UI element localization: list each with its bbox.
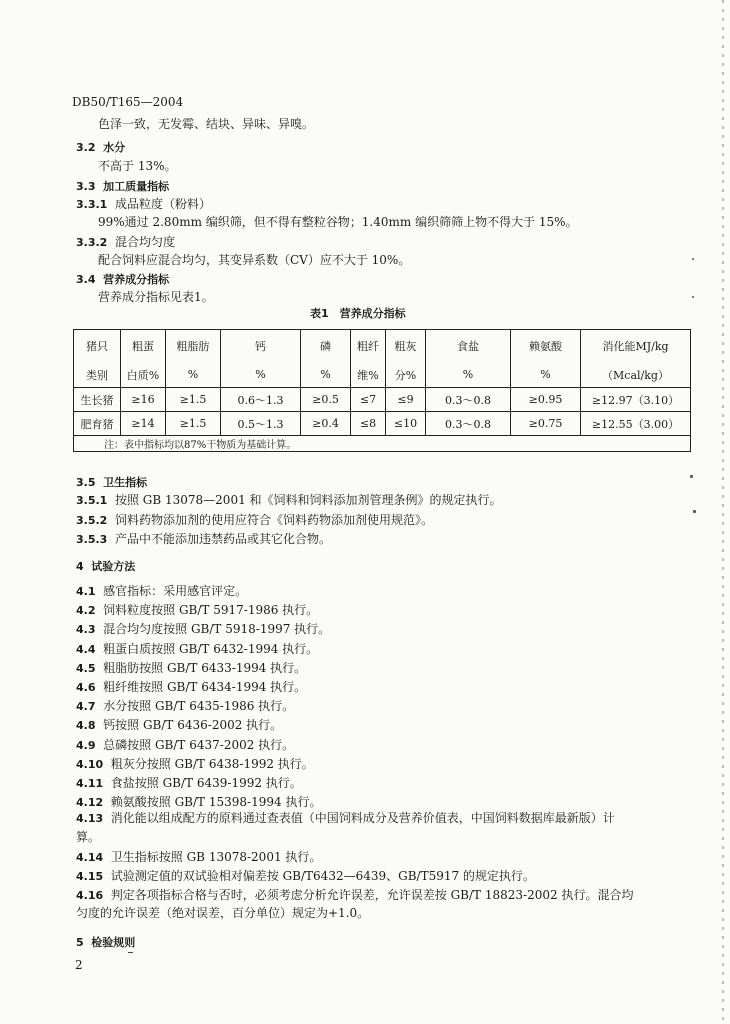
scan-speck xyxy=(690,475,693,478)
section-4-15: 4.15 试验测定值的双试验相对偏差按 GB/T6432—6439、GB/T5917 的规定执行。 xyxy=(76,869,535,883)
section-4-13-cont: 算。 xyxy=(76,830,101,844)
test-method-text: 粗灰分按照 GB/T 6438-1992 执行。 xyxy=(110,757,314,771)
table-header-cell: 粗脂肪 xyxy=(166,330,221,363)
test-method-number: 4.10 xyxy=(76,758,104,771)
table-cell: 0.3～0.8 xyxy=(426,412,511,436)
section-4-13: 4.13 消化能以组成配方的原料通过查表值（中国饲料成分及营养价值表，中国饲料数据库最新版）计 xyxy=(76,811,615,825)
test-method-text: 赖氨酸按照 GB/T 15398-1994 执行。 xyxy=(110,795,322,809)
table-row xyxy=(74,412,691,436)
test-method-number: 4.6 xyxy=(76,681,96,694)
test-method-number: 4.5 xyxy=(76,662,96,675)
table-cell: ≥0.4 xyxy=(301,412,351,436)
table-cell: ≥16 xyxy=(121,388,166,412)
document-code: DB50/T165—2004 xyxy=(72,95,184,109)
scan-edge xyxy=(722,0,724,1024)
section-3-3-2-text: 配合饲料应混合均匀，其变异系数（CV）应不大于 10%。 xyxy=(98,253,411,267)
section-3-3-heading: 3.3 加工质量指标 xyxy=(76,180,170,193)
section-3-5-3: 3.5.3 产品中不能添加违禁药品或其它化合物。 xyxy=(76,532,331,546)
test-method-text: 饲料粒度按照 GB/T 5917-1986 执行。 xyxy=(103,603,319,617)
test-method-number: 4.8 xyxy=(76,719,96,732)
test-method-number: 4.2 xyxy=(76,604,96,617)
table-header-cell: 白质% xyxy=(121,362,166,388)
scan-speck xyxy=(692,258,694,260)
test-method-number: 4.9 xyxy=(76,739,96,752)
table-cell: ≥14 xyxy=(121,412,166,436)
test-method-number: 4.1 xyxy=(76,585,96,598)
table-cell: ≤8 xyxy=(351,412,386,436)
test-method-item xyxy=(76,794,321,811)
section-4-16: 4.16 判定各项指标合格与否时，必须考虑分析允许误差，允许误差按 GB/T 18823-2002 执行。混合均 xyxy=(76,888,634,902)
table-cell: ≥12.55（3.00） xyxy=(581,412,691,436)
section-3-4-heading: 3.4 营养成分指标 xyxy=(76,273,170,286)
test-method-item xyxy=(76,679,306,696)
table-cell: ≤7 xyxy=(351,388,386,412)
test-method-item xyxy=(76,602,318,619)
test-method-text: 感官指标：采用感官评定。 xyxy=(103,584,248,598)
table-cell: ≥0.5 xyxy=(301,388,351,412)
section-4-14: 4.14 卫生指标按照 GB 13078-2001 执行。 xyxy=(76,850,322,864)
section-3-3-2-heading: 3.3.2 混合均匀度 xyxy=(76,235,175,249)
section-3-3-1-heading: 3.3.1 成品粒度（粉料） xyxy=(76,197,211,211)
table-header-cell: 维% xyxy=(351,362,386,388)
test-method-number: 4.11 xyxy=(76,777,104,790)
test-method-item xyxy=(76,660,306,677)
table-header-cell: % xyxy=(511,362,581,388)
section-3-5-2: 3.5.2 饲料药物添加剂的使用应符合《饲料药物添加剂使用规范》。 xyxy=(76,513,433,527)
test-method-item xyxy=(76,698,294,715)
table-header-cell: % xyxy=(221,362,301,388)
scan-mark xyxy=(128,952,133,953)
table-cell: 0.6～1.3 xyxy=(221,388,301,412)
test-method-text: 钙按照 GB/T 6436-2002 执行。 xyxy=(103,718,283,732)
table-cell: ≥1.5 xyxy=(166,412,221,436)
section-3-5-heading: 3.5 卫生指标 xyxy=(76,476,148,489)
scan-speck xyxy=(693,510,696,513)
test-method-item xyxy=(76,583,247,600)
page-number: 2 xyxy=(75,958,83,972)
test-method-number: 4.4 xyxy=(76,643,96,656)
table-header-cell: （Mcal/kg） xyxy=(581,362,691,388)
table-cell: 0.5～1.3 xyxy=(221,412,301,436)
table-header-cell: 磷 xyxy=(301,330,351,363)
table-header-cell: 猪只 xyxy=(74,330,121,363)
test-method-text: 水分按照 GB/T 6435-1986 执行。 xyxy=(103,699,295,713)
table-cell: ≥12.97（3.10） xyxy=(581,388,691,412)
section-4-heading: 4 试验方法 xyxy=(76,560,136,573)
table-header-cell: % xyxy=(301,362,351,388)
table-header-cell: 粗灰 xyxy=(386,330,426,363)
table-header-cell: 类别 xyxy=(74,362,121,388)
table-cell: 0.3～0.8 xyxy=(426,388,511,412)
table-cell: ≤10 xyxy=(386,412,426,436)
test-method-item xyxy=(76,621,330,638)
table-header-cell: 粗纤 xyxy=(351,330,386,363)
test-method-text: 食盐按照 GB/T 6439-1992 执行。 xyxy=(110,776,302,790)
table-cell: ≥0.75 xyxy=(511,412,581,436)
section-5-heading: 5 检验规则 xyxy=(76,936,136,949)
scan-speck xyxy=(692,296,694,298)
test-method-number: 4.3 xyxy=(76,623,96,636)
test-method-text: 总磷按照 GB/T 6437-2002 执行。 xyxy=(103,738,295,752)
table-header-cell: 钙 xyxy=(221,330,301,363)
test-method-text: 混合均匀度按照 GB/T 5918-1997 执行。 xyxy=(103,622,331,636)
table-note-row xyxy=(74,436,691,452)
test-method-item xyxy=(76,717,282,734)
table-header-cell: 粗蛋 xyxy=(121,330,166,363)
section-3-2-heading: 3.2 水分 xyxy=(76,141,126,154)
table-header-cell: 食盐 xyxy=(426,330,511,363)
table-cell: ≤9 xyxy=(386,388,426,412)
table-cell: 生长猪 xyxy=(74,388,121,412)
table-header-cell: 赖氨酸 xyxy=(511,330,581,363)
intro-line: 色泽一致，无发霉、结块、异味、异嗅。 xyxy=(98,117,315,131)
section-3-3-1-text: 99%通过 2.80mm 编织筛，但不得有整粒谷物；1.40mm 编织筛筛上物不得大于 15%。 xyxy=(98,215,578,229)
test-method-item xyxy=(76,641,318,658)
test-method-text: 粗纤维按照 GB/T 6434-1994 执行。 xyxy=(103,680,307,694)
table-header-cell: % xyxy=(426,362,511,388)
test-method-item xyxy=(76,756,314,773)
table-caption: 表1 营养成分指标 xyxy=(310,307,406,320)
table-cell: 肥育猪 xyxy=(74,412,121,436)
nutrition-table xyxy=(73,329,691,452)
table-header-cell: % xyxy=(166,362,221,388)
table-header-cell: 消化能MJ/kg xyxy=(581,330,691,363)
table-header-cell: 分% xyxy=(386,362,426,388)
test-method-item xyxy=(76,775,302,792)
section-3-4-text: 营养成分指标见表1。 xyxy=(98,290,214,304)
test-method-text: 粗脂肪按照 GB/T 6433-1994 执行。 xyxy=(103,661,307,675)
section-3-2-text: 不高于 13%。 xyxy=(98,159,177,173)
test-method-item xyxy=(76,737,294,754)
test-method-text: 粗蛋白质按照 GB/T 6432-1994 执行。 xyxy=(103,642,319,656)
test-method-number: 4.7 xyxy=(76,700,96,713)
table-header-row xyxy=(74,330,691,363)
table-cell: ≥0.95 xyxy=(511,388,581,412)
section-4-16-cont: 匀度的允许误差（绝对误差，百分单位）规定为+1.0。 xyxy=(76,906,370,920)
test-method-number: 4.12 xyxy=(76,796,104,809)
section-3-5-1: 3.5.1 按照 GB 13078—2001 和《饲料和饲料添加剂管理条例》的规定执行。 xyxy=(76,493,502,507)
table-note: 注：表中指标均以87%干物质为基础计算。 xyxy=(74,436,691,452)
table-cell: ≥1.5 xyxy=(166,388,221,412)
table-row xyxy=(74,388,691,412)
table-header-row xyxy=(74,362,691,388)
